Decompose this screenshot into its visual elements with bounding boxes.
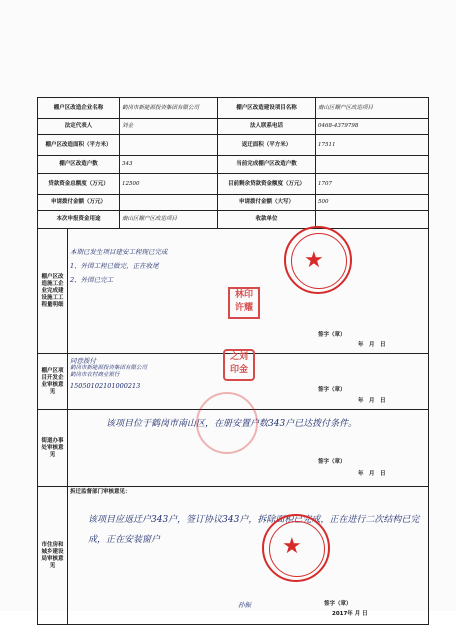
label-completed-households: 当前完成棚户区改造户数 <box>218 156 316 174</box>
name-seal-construction: 林印 许耀 <box>228 287 260 319</box>
row-purpose <box>38 211 429 229</box>
row-disburse <box>38 195 429 211</box>
label-area: 棚户区改造面积（平方米） <box>38 135 120 156</box>
label-housing-bureau-opinion: 市住房和城乡建设局审核意见 <box>38 487 68 625</box>
label-enterprise-name: 棚户区改造企业名称 <box>38 98 120 119</box>
construction-date: 年 月 日 <box>358 342 386 348</box>
developer-account: 15050102101000213 <box>70 382 141 390</box>
label-payee: 收款单位 <box>218 211 316 229</box>
value-payee <box>316 211 429 229</box>
value-loan-remaining: 1707 <box>316 174 429 195</box>
developer-line-1: 同意拨付 <box>70 357 96 365</box>
construction-sign-label: 签字（章） <box>318 332 346 338</box>
label-households: 棚户区改造户数 <box>38 156 120 174</box>
developer-line-3: 鹤岗市农村商业银行 <box>70 372 120 378</box>
construction-line-1: 本期已发生项目建安工程现已完成 <box>70 248 168 256</box>
row-enterprise <box>38 98 429 119</box>
street-office-text: 该项目位于鹤岗市南山区，在册安置户数343户已达拨付条件。 <box>106 419 358 429</box>
row-loan <box>38 174 429 195</box>
value-disburse-upper: 500 <box>316 195 429 211</box>
developer-line-2: 鹤岗市新能源投资集团有限公司 <box>70 365 148 371</box>
label-developer-opinion: 棚户区项目开发企业审核意见 <box>38 354 68 410</box>
value-completed-households <box>316 156 429 174</box>
label-legal-phone: 法人联系电话 <box>218 119 316 135</box>
value-households: 343 <box>120 156 218 174</box>
label-loan-remaining: 目前剩余贷款资金额度（万元） <box>218 174 316 195</box>
value-return-area: 17511 <box>316 135 429 156</box>
developer-date: 年 月 日 <box>358 398 386 404</box>
row-area <box>38 135 429 156</box>
label-disburse-upper: 申请拨付金额（大写） <box>218 195 316 211</box>
street-office-date: 年 月 日 <box>358 471 386 477</box>
star-icon: ★ <box>282 534 302 559</box>
value-purpose: 南山区棚户区改造项目 <box>120 211 218 229</box>
label-legal-rep: 法定代表人 <box>38 119 120 135</box>
value-legal-rep: 刘金 <box>120 119 218 135</box>
construction-line-3: 2、外围已完工 <box>70 276 114 284</box>
value-enterprise-name: 鹤岗市新能源投资集团有限公司 <box>120 98 218 119</box>
value-legal-phone: 0468-4379798 <box>316 119 429 135</box>
label-purpose: 本次申报资金用途 <box>38 211 120 229</box>
name-seal-developer: 之刘 印金 <box>223 349 255 381</box>
faint-seal-street-office <box>196 392 258 454</box>
star-icon: ★ <box>304 248 324 273</box>
housing-bureau-sign-label: 签字（章） <box>324 601 352 607</box>
housing-bureau-heading: 拆迁监督部门审核意见： <box>70 489 131 495</box>
row-housing-bureau-opinion <box>38 487 429 625</box>
row-households <box>38 156 429 174</box>
value-area <box>120 135 218 156</box>
value-project-name: 南山区棚户区改造项目 <box>316 98 429 119</box>
label-street-office-opinion: 街道办事处审核意见 <box>38 410 68 487</box>
label-return-area: 返迁面积（平方米） <box>218 135 316 156</box>
street-office-sign-label: 签字（章） <box>318 459 346 465</box>
row-legal-rep <box>38 119 429 135</box>
value-loan-total: 12500 <box>120 174 218 195</box>
housing-bureau-signer: 孙振 <box>238 601 251 609</box>
construction-line-2: 1、外围工程已做完，正在收尾 <box>70 262 159 270</box>
label-disburse-amount: 申请拨付金额（万元） <box>38 195 120 211</box>
label-construction-detail: 棚户区改造施工企业完成建设施工工程量明细 <box>38 229 68 354</box>
housing-bureau-text: 该项目应返迁户343户，签订协议343户，拆除面积已完成，正在进行二次结构已完成，正在安装窗户 <box>88 515 420 545</box>
value-disburse-amount <box>120 195 218 211</box>
label-project-name: 棚户区改造建设项目名称 <box>218 98 316 119</box>
developer-sign-label: 签字（章） <box>318 387 346 393</box>
label-loan-total: 贷款资金总额度（万元） <box>38 174 120 195</box>
housing-bureau-date: 2017年 月 日 <box>332 611 368 617</box>
